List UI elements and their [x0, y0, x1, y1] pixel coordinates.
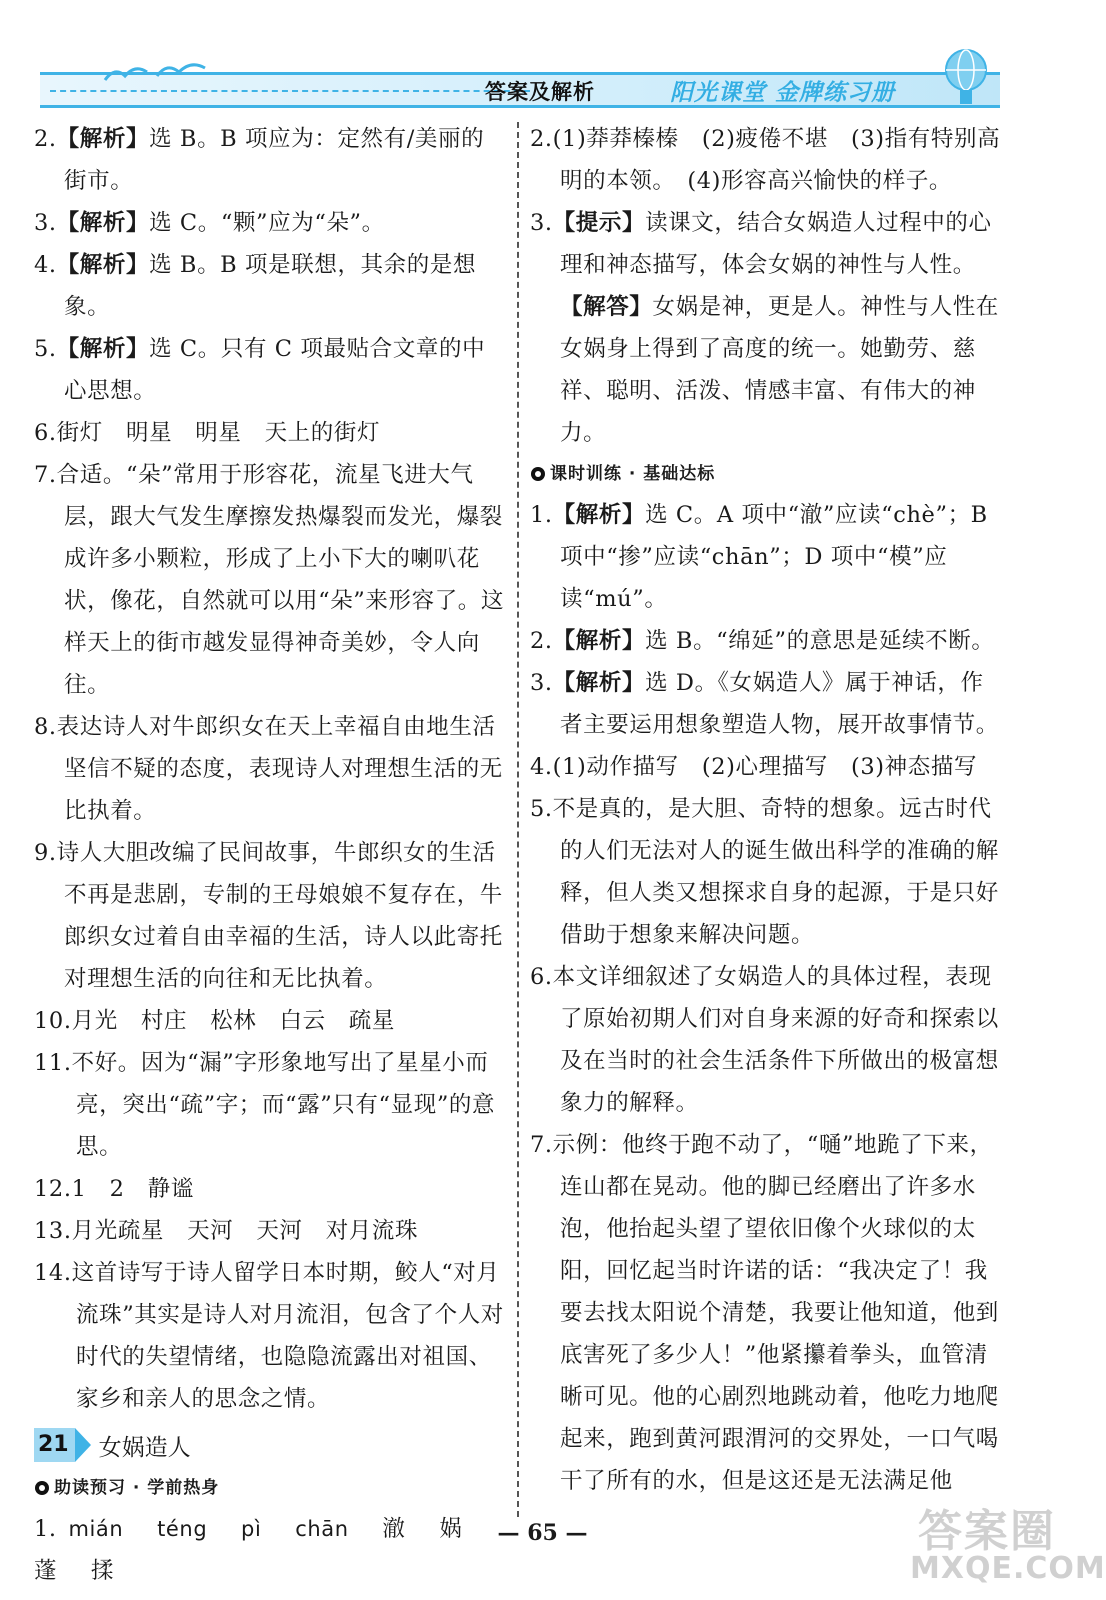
lesson-title: [34, 1422, 506, 1468]
seagull-icon: [95, 58, 215, 98]
lesson-number: 21: [34, 1428, 75, 1462]
answer-item: 3.【解析】选 C。“颗”应为“朵”。: [34, 210, 385, 236]
answer-item: 2.【解析】选 B。“绵延”的意思是延续不断。: [530, 628, 995, 654]
answer-item: 14.这首诗写于诗人留学日本时期，鲛人“对月流珠”其实是诗人对月流泪，包含了个人对时代的失望情绪，也隐隐流露出对祖国、家乡和亲人的思念之情。: [34, 1260, 504, 1412]
answer-item: 4.(1)动作描写 (2)心理描写 (3)神态描写: [530, 754, 978, 780]
lesson-name: 女娲造人: [98, 1434, 191, 1461]
arrow-icon: [75, 1428, 91, 1462]
header-title: 答案及解析: [485, 80, 595, 104]
page-number: — 65 —: [497, 1520, 588, 1546]
watermark-logo: 答案圈 MXQE.COM: [910, 1506, 1106, 1586]
answer-explanation: 【解答】女娲是神，更是人。神性与人性在女娲身上得到了高度的统一。她勤劳、慈祥、聪明、活泼、情感丰富、有伟大的神力。: [560, 294, 999, 446]
answer-item: 12.1 2 静谧: [34, 1176, 194, 1202]
answer-item: 6.街灯 明星 明星 天上的街灯: [34, 420, 381, 446]
answer-item: 5.不是真的，是大胆、奇特的想象。远古时代的人们无法对人的诞生做出科学的准确的解释，但人类又想探求自身的起源，于是只好借助于想象来解决问题。: [530, 796, 999, 948]
answer-item: 8.表达诗人对牛郎织女在天上幸福自由地生活坚信不疑的态度，表现诗人对理想生活的无比执着。: [34, 714, 503, 824]
answer-item: 4.【解析】选 B。B 项是联想，其余的是想象。: [34, 252, 477, 320]
answer-item: 2.(1)莽莽榛榛 (2)疲倦不堪 (3)指有特别高明的本领。 (4)形容高兴愉快的样子。: [530, 126, 1001, 194]
answer-item: 13.月光疏星 天河 天河 对月流珠: [34, 1218, 419, 1244]
section-label: 助读预习 · 学前热身: [34, 1468, 506, 1508]
answer-item: 3.【解析】选 D。《女娲造人》属于神话，作者主要运用想象塑造人物，展开故事情节。: [530, 670, 999, 738]
section-label: 课时训练 · 基础达标: [530, 454, 1005, 494]
answer-item: 10.月光 村庄 松林 白云 疏星: [34, 1008, 395, 1034]
answer-item: 9.诗人大胆改编了民间故事，牛郎织女的生活不再是悲剧，专制的王母娘娘不复存在，牛郎织女过着自由幸福的生活，诗人以此寄托对理想生活的向往和无比执着。: [34, 840, 503, 992]
left-column: [34, 118, 506, 1592]
globe-icon: [930, 44, 1000, 110]
answer-item: 11.不好。因为“漏”字形象地写出了星星小而亮，突出“疏”字；而“露”只有“显现”的意思。: [34, 1050, 496, 1160]
column-divider: [517, 122, 519, 1517]
answer-item: 6.本文详细叙述了女娲造人的具体过程，表现了原始初期人们对自身来源的好奇和探索以及在当时的社会生活条件下所做出的极富想象力的解释。: [530, 964, 999, 1116]
answer-item: 1.【解析】选 C。A 项中“澈”应读“chè”；B 项中“掺”应读“chān”；D 项中“模”应读“mú”。: [530, 502, 988, 612]
section-bullet-icon: [34, 1480, 50, 1496]
answer-item: 5.【解析】选 C。只有 C 项最贴合文章的中心思想。: [34, 336, 486, 404]
pinyin-answer-line: 1. mián téng pì chān 澈 娲 蓬 揉: [34, 1516, 463, 1584]
right-column: [530, 118, 1005, 1502]
answer-item: 7.示例：他终于跑不动了，“嗵”地跪了下来，连山都在晃动。他的脚已经磨出了许多水泡，他抬起头望了望依旧像个火球似的太阳，回忆起当时许诺的话：“我决定了！我要去找太阳说个清楚，我要让他知道，他到底害死了多少人！”他紧攥着拳头，血管清晰可见。他的心剧烈地跳动着，他吃力地爬起来，跑到黄河跟渭河的交界处，一口气喝干了所有的水，但是这还是无法满足他: [530, 1132, 999, 1494]
answer-item: 7.合适。“朵”常用于形容花，流星飞进大气层，跟大气发生摩擦发热爆裂而发光，爆裂成许多小颗粒，形成了上小下大的喇叭花状，像花，自然就可以用“朵”来形容了。这样天上的街市越发显得神奇美妙，令人向往。: [34, 462, 505, 698]
answer-item: 2.【解析】选 B。B 项应为：定然有/美丽的街市。: [34, 126, 485, 194]
header-brand: 阳光课堂 金牌练习册: [670, 80, 896, 106]
section-bullet-icon: [530, 466, 546, 482]
page-header: [40, 54, 1000, 110]
answer-item: 3.【提示】读课文，结合女娲造人过程中的心理和神态描写，体会女娲的神性与人性。: [530, 210, 992, 278]
